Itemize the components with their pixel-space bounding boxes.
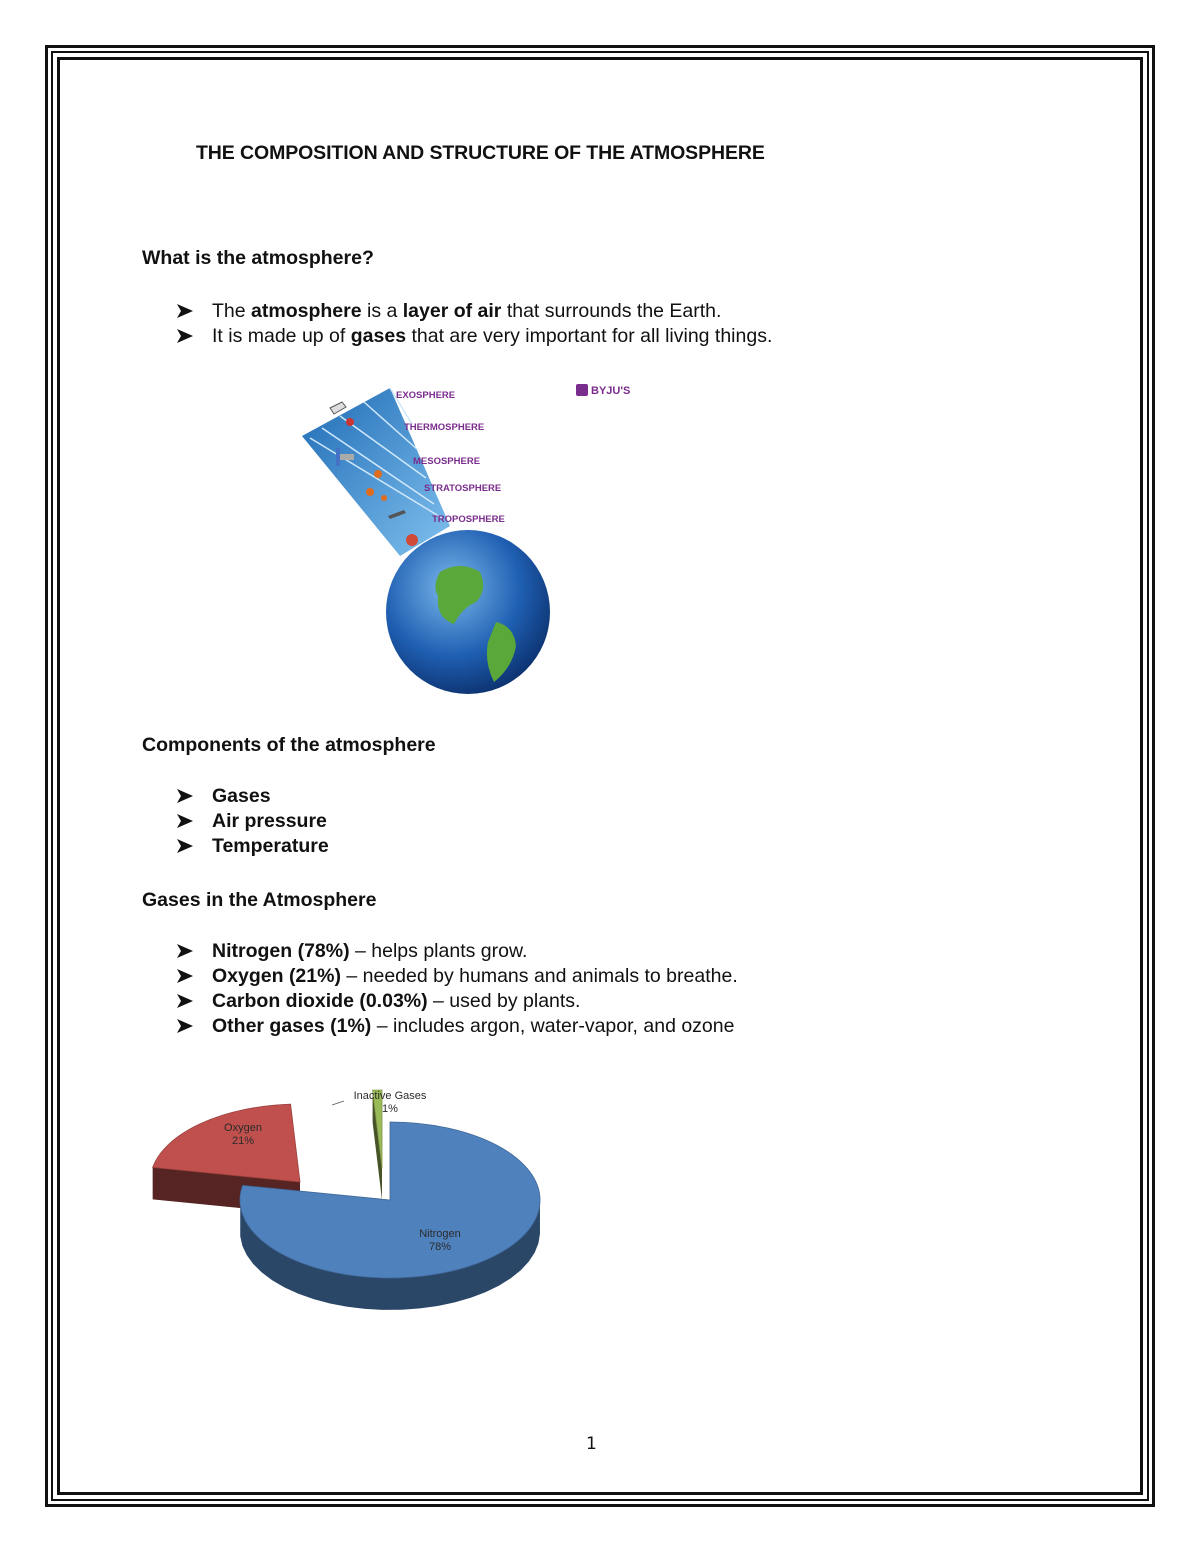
arrow-bullet-icon	[176, 787, 194, 805]
page-number: 1	[586, 1434, 597, 1454]
bullet-item	[176, 324, 772, 349]
section-heading-components: Components of the atmosphere	[142, 734, 436, 756]
bullet-list-gases	[176, 939, 738, 1039]
bullet-text: atmosphere	[251, 300, 362, 322]
bullet-list-what-is	[176, 299, 772, 349]
layer-label-exosphere: EXOSPHERE	[396, 390, 456, 401]
arrow-bullet-icon	[176, 327, 194, 345]
atmosphere-layers-diagram	[300, 376, 650, 700]
section-heading-what-is: What is the atmosphere?	[142, 247, 374, 269]
layer-label-troposphere: TROPOSPHERE	[432, 514, 505, 525]
bullet-text: Gases	[212, 785, 271, 807]
balloon-icon	[406, 534, 418, 546]
arrow-bullet-icon	[176, 837, 194, 855]
bullet-text: Oxygen (21%)	[212, 965, 341, 987]
bullet-text: Air pressure	[212, 810, 327, 832]
pie-label-name: Nitrogen	[419, 1228, 461, 1240]
arrow-bullet-icon	[176, 1017, 194, 1035]
bullet-item	[176, 834, 329, 859]
pie-label-name: Oxygen	[224, 1122, 262, 1134]
arrow-bullet-icon	[176, 992, 194, 1010]
bullet-item	[176, 939, 738, 964]
pie-label-value: 1%	[382, 1103, 398, 1115]
page-title: THE COMPOSITION AND STRUCTURE OF THE ATMOSPHERE	[196, 142, 765, 164]
bullet-text: layer of air	[402, 300, 502, 322]
pie-label-name: Inactive Gases	[353, 1090, 427, 1102]
layer-label-stratosphere: STRATOSPHERE	[424, 483, 502, 494]
bullet-item	[176, 989, 738, 1014]
bullet-item	[176, 809, 329, 834]
pie-label-value: 78%	[428, 1241, 452, 1253]
earth-globe	[386, 530, 550, 694]
bullet-text: It is made up of	[212, 325, 351, 347]
bullet-text: – helps plants grow.	[349, 940, 528, 962]
bullet-item	[176, 784, 329, 809]
layer-label-thermosphere: THERMOSPHERE	[404, 422, 485, 433]
bullet-list-components	[176, 784, 329, 859]
svg-text:BYJU'S: BYJU'S	[591, 385, 631, 397]
bullet-item	[176, 1014, 738, 1039]
arrow-bullet-icon	[176, 942, 194, 960]
bullet-item	[176, 299, 772, 324]
pie-label-value: 21%	[231, 1135, 255, 1147]
bullet-text: that are very important for all living things.	[406, 325, 773, 347]
byjus-logo	[576, 384, 630, 397]
bullet-text: Temperature	[212, 835, 329, 857]
arrow-bullet-icon	[176, 302, 194, 320]
bullet-text: Carbon dioxide (0.03%)	[212, 990, 428, 1012]
arrow-bullet-icon	[176, 967, 194, 985]
layer-label-mesosphere: MESOSPHERE	[413, 456, 481, 467]
bullet-text: gases	[350, 325, 407, 347]
arrow-bullet-icon	[176, 812, 194, 830]
bullet-text: is a	[361, 300, 403, 322]
bullet-text: – used by plants.	[427, 990, 581, 1012]
bullet-text: Other gases (1%)	[212, 1015, 372, 1037]
bullet-text: – includes argon, water-vapor, and ozone	[371, 1015, 735, 1037]
bullet-text: that surrounds the Earth.	[501, 300, 722, 322]
pie-leader-line	[332, 1101, 344, 1105]
gas-composition-pie-chart	[145, 1085, 550, 1340]
section-heading-gases: Gases in the Atmosphere	[142, 889, 377, 911]
bullet-text: The	[212, 300, 252, 322]
bullet-text: Nitrogen (78%)	[212, 940, 350, 962]
bullet-item	[176, 964, 738, 989]
bullet-text: – needed by humans and animals to breathe.	[340, 965, 738, 987]
